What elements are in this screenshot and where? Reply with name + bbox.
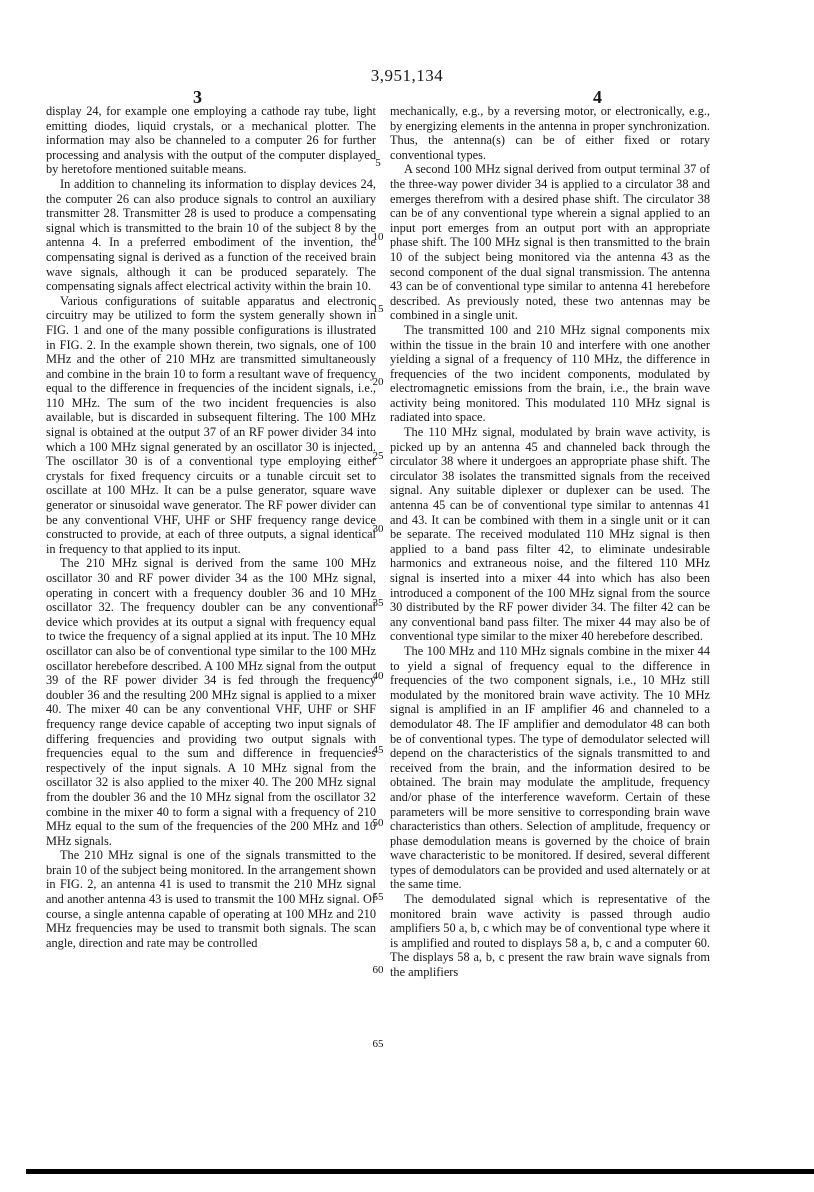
paragraph: Various configurations of suitable apparatus and electronic circuitry may be utilized to form the system generally shown in FIG. 1 and one of the many possible configurations is illustrated in FIG. 2. In the example shown therein, two signals, one of 100 MHz and the other of 210 MHz are transmitted simultaneously and combine in the brain 10 to form a resultant wave of frequency equal to the difference in frequencies of the incident signals, i.e., 110 MHz. The sum of the two incident frequencies is also available, but is discarded in subsequent filtering. The 100 MHz signal is obtained at the output 37 of an RF power divider 34 into which a 100 MHz signal generated by an oscillator 30 is injected. The oscillator 30 is of a conventional type employing either crystals for fixed frequency circuits or a tunable circuit set to oscillate at 100 MHz. It can be a pulse generator, square wave generator or sinusoidal wave generator. The RF power divider can be any conventional VHF, UHF or SHF frequency range device constructed to provide, at each of three outputs, a signal identical in frequency to that applied to its input.: [46, 293, 376, 556]
line-number: 15: [372, 303, 384, 315]
line-number: 45: [372, 744, 384, 756]
line-number: 30: [372, 523, 384, 535]
line-number: 55: [372, 891, 384, 903]
right-text-column: [390, 104, 710, 980]
paragraph: The 210 MHz signal is derived from the same 100 MHz oscillator 30 and RF power divider 34 as the 100 MHz signal, operating in concert with a frequency doubler 36 and 10 MHz oscillator 32. The frequency doubler can be any conventional device which provides at its output a signal with frequency equal to twice the frequency of a signal applied at its input. The 10 MHz oscillator can also be of conventional type similar to the 100 MHz oscillator herebefore described. A 100 MHz signal from the output 39 of the RF power divider 34 is fed through the frequency doubler 36 and the resulting 200 MHz signal is applied to a mixer 40. The mixer 40 can be any conventional VHF, UHF or SHF frequency range device capable of accepting two input signals of differing frequencies and providing two output signals with frequencies equal to the sum and difference in frequencies respectively of the input signals. A 10 MHz signal from the oscillator 32 is also applied to the mixer 40. The 200 MHz signal from the doubler 36 and the 10 MHz signal from the oscillator 32 combine in the mixer 40 to form a signal with a frequency of 210 MHz equal to the sum of the frequencies of the 200 MHz and 10 MHz signals.: [46, 556, 376, 848]
paragraph: The 210 MHz signal is one of the signals transmitted to the brain 10 of the subject being monitored. In the arrangement shown in FIG. 2, an antenna 41 is used to transmit the 210 MHz signal and another antenna 43 is used to transmit the 100 MHz signal. Of course, a single antenna capable of operating at 100 MHz and 210 MHz frequencies may be used to transmit both signals. The scan angle, direction and rate may be controlled: [46, 848, 376, 950]
line-number: 40: [372, 670, 384, 682]
paragraph: display 24, for example one employing a cathode ray tube, light emitting diodes, liquid crystals, or a mechanical plotter. The information may also be channeled to a computer 26 for further processing and analysis with the output of the computer displayed by heretofore mentioned suitable means.: [46, 104, 376, 177]
paragraph: mechanically, e.g., by a reversing motor, or electronically, e.g., by energizing elements in the antenna in proper synchronization. Thus, the antenna(s) can be of either fixed or rotary conventional types.: [390, 104, 710, 162]
line-number: 20: [372, 376, 384, 388]
paragraph: The demodulated signal which is representative of the monitored brain wave activity is passed through audio amplifiers 50 a, b, c which may be of conventional type where it is amplified and routed to displays 58 a, b, c and a computer 60. The displays 58 a, b, c present the raw brain wave signals from the amplifiers: [390, 892, 710, 980]
line-number: 35: [372, 597, 384, 609]
paragraph: The 110 MHz signal, modulated by brain wave activity, is picked up by an antenna 45 and channeled back through the circulator 38 where it undergoes an appropriate phase shift. The circulator 38 isolates the transmitted signals from the received signal. Any suitable diplexer or duplexer can be used. The antenna 45 can be of conventional type similar to antennas 41 and 43. It can be combined with them in a single unit or it can be separate. The received modulated 110 MHz signal is then applied to a band pass filter 42, to eliminate undesirable harmonics and extraneous noise, and the filtered 110 MHz signal is inserted into a mixer 44 into which has also been introduced a component of the 100 MHz signal from the source 30 distributed by the RF power divider 34. The filter 42 can be any conventional band pass filter. The mixer 44 may also be of conventional type similar to the mixer 40 herebefore described.: [390, 425, 710, 644]
bottom-rule: [26, 1169, 814, 1174]
line-number: 10: [372, 231, 384, 243]
left-text-column: [46, 104, 376, 950]
right-column-number: 4: [593, 87, 602, 107]
paragraph: A second 100 MHz signal derived from output terminal 37 of the three-way power divider 34 is applied to a circulator 38 and emerges therefrom with a desired phase shift. The circulator 38 can be of any conventional type wherein a signal applied to an input port emerges from an output port with an appropriate phase shift. The 100 MHz signal is then transmitted to the brain 10 of the subject being monitored via the antenna 43 as the second component of the dual signal transmission. The antenna 43 can be of conventional type similar to antenna 41 herebefore described. As previously noted, these two antennas may be combined in a single unit.: [390, 162, 710, 323]
line-number: 50: [372, 817, 384, 829]
paragraph: The 100 MHz and 110 MHz signals combine in the mixer 44 to yield a signal of frequency equal to the difference in frequencies of the two component signals, i.e., 10 MHz still modulated by the monitored brain wave activity. The 10 MHz signal is amplified in an IF amplifier 46 and channeled to a demodulator 48. The IF amplifier and demodulator 48 can both be of conventional types. The type of demodulator selected will depend on the characteristics of the signals transmitted to and received from the brain, and the information desired to be obtained. The brain may modulate the amplitude, frequency and/or phase of the interference waveform. Certain of these parameters will be more sensitive to corresponding brain wave characteristics than others. Selection of amplitude, frequency or phase demodulation means is governed by the choice of brain wave characteristic to be monitored. If desired, several different types of demodulators can be provided and used alternately or at the same time.: [390, 643, 710, 892]
paragraph: The transmitted 100 and 210 MHz signal components mix within the tissue in the brain 10 and interfere with one another yielding a signal of a frequency of 110 MHz, the difference in frequencies of the two incident components, modulated by electromagnetic emissions from the brain, i.e., the brain wave activity being monitored. This modulated 110 MHz signal is radiated into space.: [390, 322, 710, 425]
line-number: 25: [372, 450, 384, 462]
left-column-number: 3: [193, 87, 202, 107]
line-number: 60: [372, 964, 384, 976]
paragraph: In addition to channeling its information to display devices 24, the computer 26 can also produce signals to control an auxiliary transmitter 28. Transmitter 28 is used to produce a compensating signal which is transmitted to the brain 10 of the subject 8 by the antenna 4. In a preferred embodiment of the invention, the compensating signal is derived as a function of the received brain wave signals, although it can be produced separately. The compensating signals affect electrical activity within the brain 10.: [46, 176, 376, 294]
patent-number: 3,951,134: [370, 66, 444, 85]
line-number: 5: [375, 157, 381, 169]
line-number: 65: [372, 1038, 384, 1050]
